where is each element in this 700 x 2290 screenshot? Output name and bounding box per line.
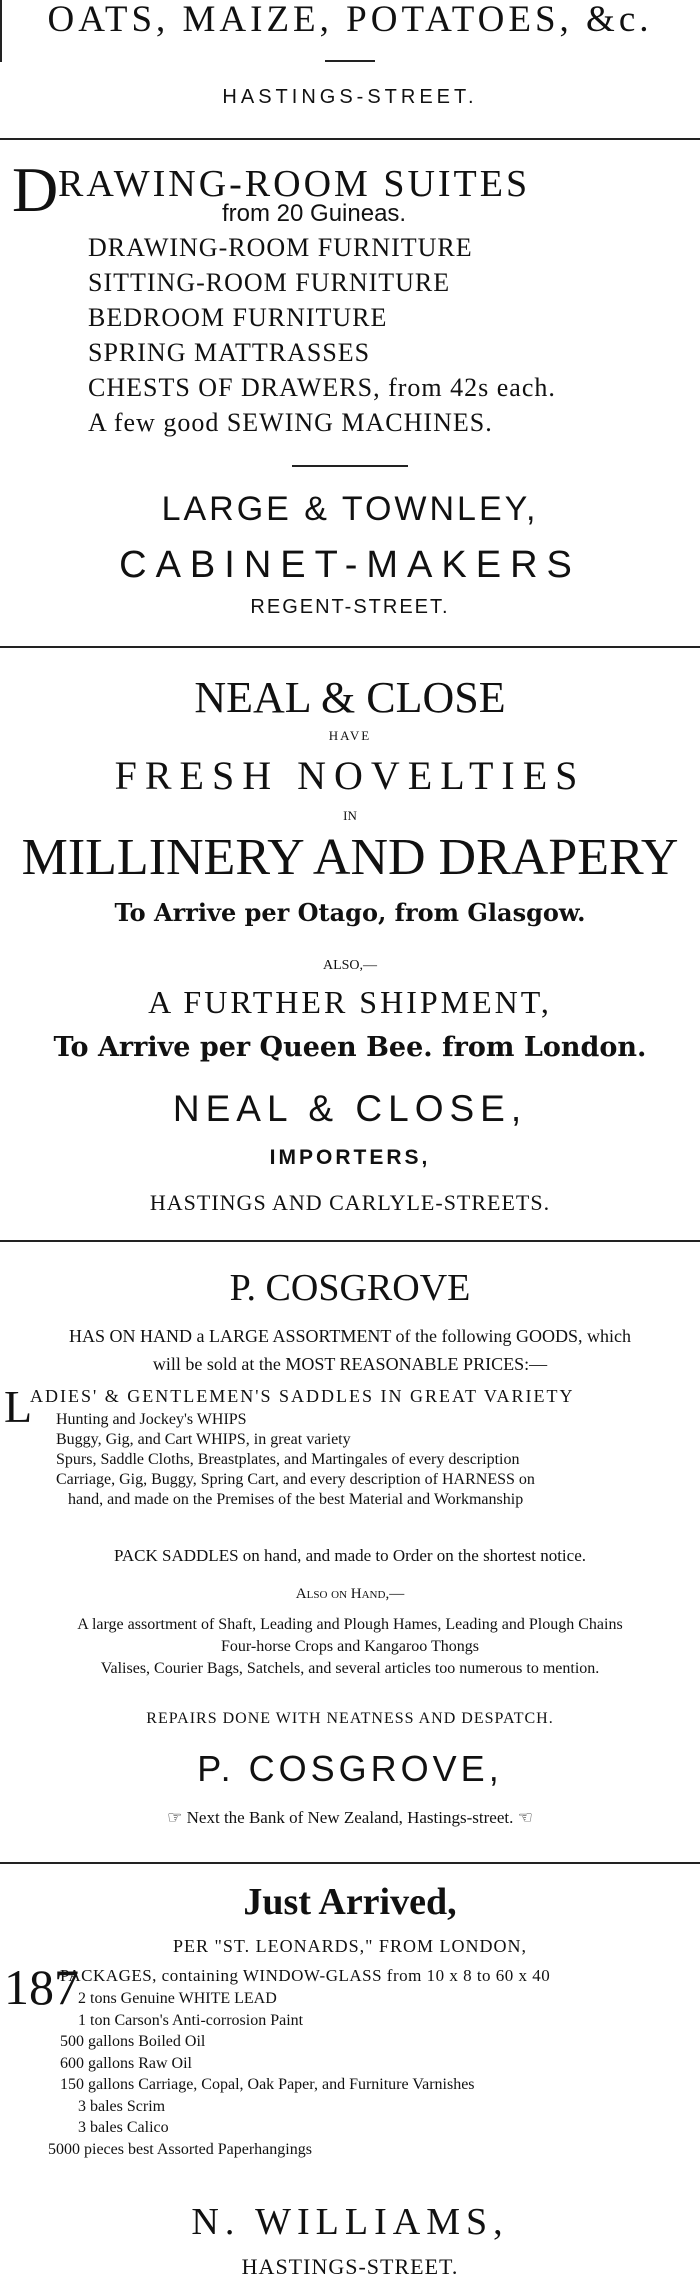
firm-name-2: NEAL & CLOSE, xyxy=(172,1088,528,1129)
ad-headline: RAWING-ROOM SUITES xyxy=(58,163,531,205)
millinery-line: MILLINERY AND DRAPERY xyxy=(21,829,679,886)
oats-maize-ad xyxy=(0,0,700,122)
pointing-hand-left-icon: ☜ xyxy=(513,1808,533,1827)
firm-name: P. COSGROVE xyxy=(229,1267,471,1309)
list-item: 150 gallons Carriage, Copal, Oak Paper, and Furniture Varnishes xyxy=(60,2076,475,2093)
list-item: SITTING-ROOM FURNITURE xyxy=(88,268,451,297)
street-line: HASTINGS-STREET. xyxy=(241,2254,459,2279)
list-item: Valises, Courier Bags, Satchels, and several articles too numerous to mention. xyxy=(100,1660,600,1677)
firm-name: NEAL & CLOSE xyxy=(194,673,506,722)
neal-close-ad xyxy=(0,660,700,1230)
list-item: 500 gallons Boiled Oil xyxy=(60,2033,206,2050)
divider xyxy=(0,1862,700,1864)
ship-line: PER "ST. LEONARDS," FROM LONDON, xyxy=(173,1936,527,1956)
firm-name-2: P. COSGROVE, xyxy=(197,1748,503,1789)
repairs-line: REPAIRS DONE WITH NEATNESS AND DESPATCH. xyxy=(146,1710,554,1727)
list-item: Carriage, Gig, Buggy, Spring Cart, and every description of HARNESS on xyxy=(56,1471,535,1488)
connector-word: IN xyxy=(343,808,357,823)
firm-name: LARGE & TOWNLEY, xyxy=(161,490,539,528)
list-item: 600 gallons Raw Oil xyxy=(60,2054,192,2072)
intro-line: will be sold at the MOST REASONABLE PRICES:— xyxy=(152,1354,548,1374)
list-item: 3 bales Scrim xyxy=(78,2097,166,2115)
list-item: 2 tons Genuine WHITE LEAD xyxy=(78,1990,277,2007)
also-line: ALSO,— xyxy=(322,958,378,973)
first-item: PACKAGES, containing WINDOW-GLASS from 10 x 8 to 60 x 40 xyxy=(60,1966,551,1985)
also-line: Also on Hand,— xyxy=(295,1586,405,1602)
street-line: HASTINGS-STREET. xyxy=(222,86,478,108)
list-item: DRAWING-ROOM FURNITURE xyxy=(88,233,473,262)
list-item: 1 ton Carson's Anti-corrosion Paint xyxy=(78,2011,304,2029)
n-williams-ad xyxy=(0,1870,700,2290)
list-item: SPRING MATTRASSES xyxy=(88,338,371,367)
list-item: A few good SEWING MACHINES. xyxy=(88,408,493,437)
list-item: 5000 pieces best Assorted Paperhangings xyxy=(48,2140,312,2158)
arrival-line: To Arrive per Queen Bee. from London. xyxy=(53,1032,647,1063)
drop-cap-d: D xyxy=(12,154,59,225)
list-item: A large assortment of Shaft, Leading and Plough Hames, Leading and Plough Chains xyxy=(77,1616,623,1633)
large-townley-ad xyxy=(0,150,700,640)
saddles-line: ADIES' & GENTLEMEN'S SADDLES IN GREAT VARIETY xyxy=(30,1386,575,1406)
pointing-hand-right-icon: ☞ xyxy=(167,1808,187,1827)
importers-line: IMPORTERS, xyxy=(269,1146,431,1169)
list-item: 3 bales Calico xyxy=(78,2119,169,2136)
list-item: Spurs, Saddle Cloths, Breastplates, and Martingales of every description xyxy=(56,1451,520,1468)
intro-line: HAS ON HAND a LARGE ASSORTMENT of the following GOODS, which xyxy=(68,1326,632,1346)
address-line: HASTINGS AND CARLYLE-STREETS. xyxy=(149,1190,551,1215)
ad-headline: Just Arrived, xyxy=(243,1881,457,1923)
list-item: Buggy, Gig, and Cart WHIPS, in great variety xyxy=(56,1431,351,1448)
cosgrove-ad xyxy=(0,1250,700,1860)
list-item: Four-horse Crops and Kangaroo Thongs xyxy=(220,1638,479,1655)
drop-cap-l: L xyxy=(4,1381,33,1432)
trade-line: CABINET-MAKERS xyxy=(119,544,581,586)
pack-saddles-line: PACK SADDLES on hand, and made to Order on the shortest notice. xyxy=(113,1546,586,1565)
goods-list xyxy=(48,1988,475,2160)
list-item: CHESTS OF DRAWERS, from 42s each. xyxy=(88,373,556,402)
divider xyxy=(0,138,700,140)
ad-title: OATS, MAIZE, POTATOES, &c. xyxy=(47,0,653,40)
list-item: Hunting and Jockey's WHIPS xyxy=(56,1411,247,1428)
furniture-list xyxy=(88,230,556,440)
also-list xyxy=(0,1614,700,1680)
list-item: hand, and made on the Premises of the best Material and Workmanship xyxy=(68,1491,524,1508)
street-line: REGENT-STREET. xyxy=(250,596,450,618)
shipment-line: A FURTHER SHIPMENT, xyxy=(148,984,552,1020)
connector-word: HAVE xyxy=(328,728,372,743)
arrival-line: To Arrive per Otago, from Glasgow. xyxy=(114,898,586,927)
address-row xyxy=(0,1808,700,1828)
list-item: BEDROOM FURNITURE xyxy=(88,303,388,332)
divider xyxy=(0,1240,700,1242)
novelties-line: FRESH NOVELTIES xyxy=(114,753,586,798)
price-note: from 20 Guineas. xyxy=(222,200,407,227)
firm-name: N. WILLIAMS, xyxy=(191,2201,509,2243)
big-number: 187 xyxy=(4,1959,79,2015)
ornament-rule xyxy=(292,465,408,467)
address-line: Next the Bank of New Zealand, Hastings-street. xyxy=(186,1808,514,1827)
goods-list xyxy=(56,1410,535,1510)
divider xyxy=(0,646,700,648)
